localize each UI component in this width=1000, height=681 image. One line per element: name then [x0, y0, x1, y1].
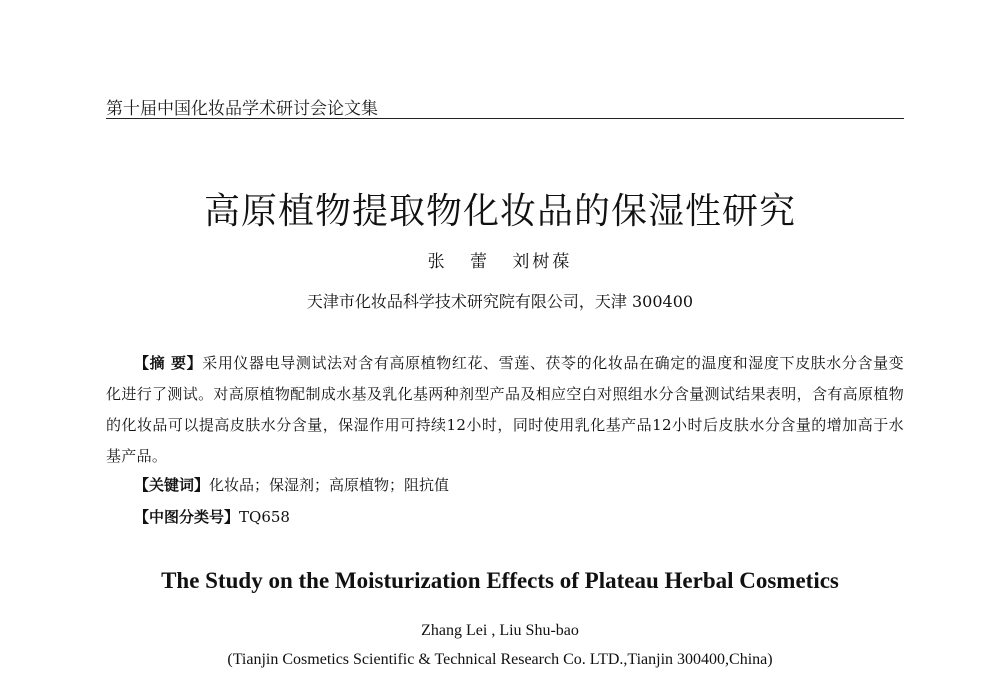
keywords-text: 化妆品；保湿剂；高原植物；阻抗值	[209, 476, 450, 494]
paper-title-cn: 高原植物提取物化妆品的保湿性研究	[203, 191, 796, 232]
keywords-label: 【关键词】	[134, 476, 210, 494]
classification-text: TQ658	[239, 508, 290, 526]
authors-en: Zhang Lei , Liu Shu-bao	[421, 622, 579, 639]
header-rule	[106, 118, 904, 119]
abstract-label: 【摘 要】	[134, 354, 203, 372]
classification	[134, 506, 290, 527]
paper-title-en: The Study on the Moisturization Effects of Plateau Herbal Cosmetics	[161, 568, 839, 593]
abstract	[106, 348, 904, 472]
affiliation-cn: 天津市化妆品科学技术研究院有限公司，天津 300400	[306, 292, 694, 311]
authors-cn: 张 蕾 刘树葆	[427, 252, 573, 272]
abstract-text: 采用仪器电导测试法对含有高原植物红花、雪莲、茯苓的化妆品在确定的温度和湿度下皮肤水分含量变化进行了测试。对高原植物配制成水基及乳化基两种剂型产品及相应空白对照组水分含量测试结果表明，含有高原植物的化妆品可以提高皮肤水分含量，保湿作用可持续12小时，同时使用乳化基产品12小时后皮肤水分含量的增加高于水基产品。	[106, 354, 904, 465]
running-header: 第十届中国化妆品学术研讨会论文集	[106, 99, 378, 119]
keywords	[134, 474, 449, 495]
affiliation-en: (Tianjin Cosmetics Scientific & Technical Research Co. LTD.,Tianjin 300400,China)	[227, 651, 773, 668]
classification-label: 【中图分类号】	[134, 508, 240, 526]
